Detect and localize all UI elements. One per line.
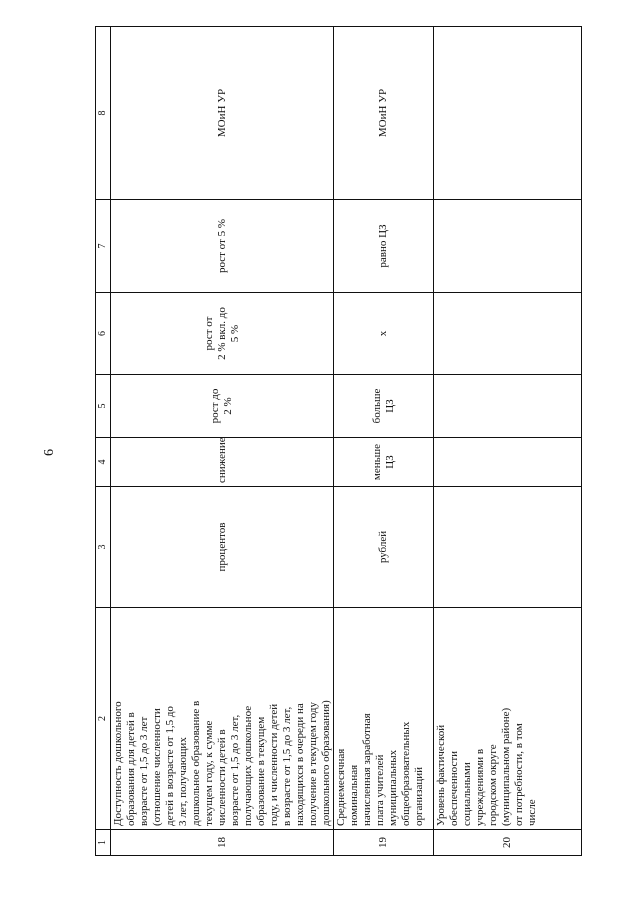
value-cell: х: [334, 293, 434, 375]
value-cell: меньше ЦЗ: [334, 438, 434, 487]
responsible-cell: [434, 27, 582, 200]
unit-cell: [434, 487, 582, 608]
indicator-cell: Среднемесячная номинальная начисленная заработная плата учителей муниципальных общеобразовательных организаций: [334, 608, 434, 830]
unit-cell: рублей: [334, 487, 434, 608]
value-cell: рост от 5 %: [111, 200, 334, 293]
header-cell: 4: [96, 438, 111, 487]
responsible-cell: МОиН УР: [111, 27, 334, 200]
table-row: [434, 27, 582, 856]
value-cell: рост от 2 % вкл. до 5 %: [111, 293, 334, 375]
value-cell: равно ЦЗ: [334, 200, 434, 293]
header-cell: 3: [96, 487, 111, 608]
table-row: [334, 27, 434, 856]
value-cell: [434, 375, 582, 438]
unit-cell: процентов: [111, 487, 334, 608]
value-cell: [434, 200, 582, 293]
indicator-cell: Доступность дошкольного образования для детей в возрасте от 1,5 до 3 лет (отношение численности детей в возрасте от 1,5 до 3 лет, получающих дошкольное образование в текущем году, к сумме численности детей в возрасте от 1,5 до 3 лет, получающих дошкольное образование в текущем году, и численности детей в возрасте от 1,5 до 3 лет, находящихся в очереди на получение в текущем году дошкольного образования): [111, 608, 334, 830]
row-number-cell: 19: [334, 830, 434, 856]
header-cell: 8: [96, 27, 111, 200]
header-cell: 1: [96, 830, 111, 856]
indicators-table: [95, 26, 582, 856]
rotated-table-wrapper: [95, 27, 586, 856]
indicator-cell: Уровень фактической обеспеченности социальными учреждениями в городском округе (муниципальном районе) от потребности, в том числе: [434, 608, 582, 830]
header-cell: 6: [96, 293, 111, 375]
value-cell: больше ЦЗ: [334, 375, 434, 438]
responsible-cell: МОиН УР: [334, 27, 434, 200]
value-cell: снижение: [111, 438, 334, 487]
header-cell: 2: [96, 608, 111, 830]
header-row: [96, 27, 111, 856]
value-cell: [434, 293, 582, 375]
header-cell: 5: [96, 375, 111, 438]
table-row: [111, 27, 334, 856]
value-cell: [434, 438, 582, 487]
row-number-cell: 18: [111, 830, 334, 856]
header-cell: 7: [96, 200, 111, 293]
value-cell: рост до 2 %: [111, 375, 334, 438]
page-number: 6: [42, 449, 57, 456]
row-number-cell: 20: [434, 830, 582, 856]
